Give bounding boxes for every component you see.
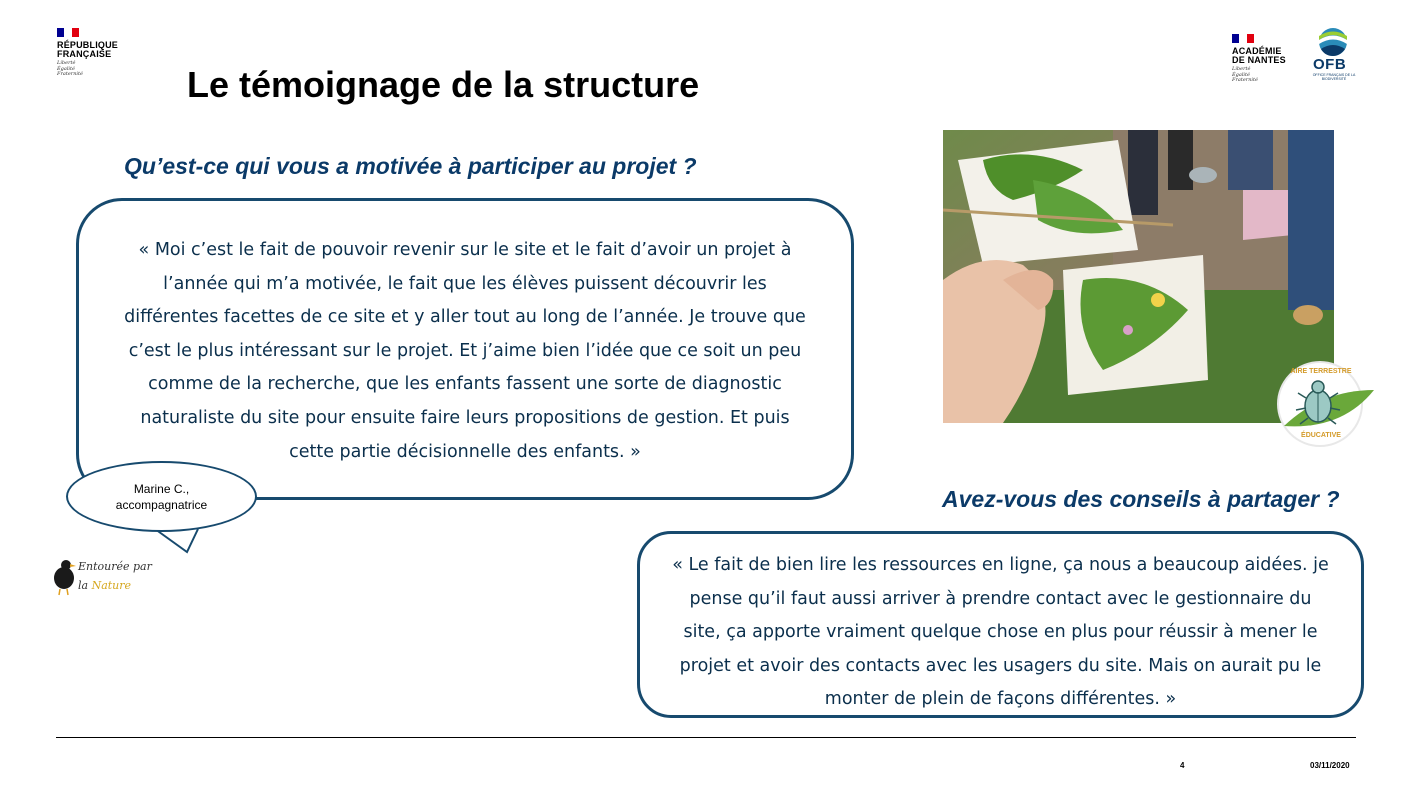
ofb-name: OFB xyxy=(1313,56,1347,73)
quote-line: cette partie décisionnelle des enfants. » xyxy=(289,441,641,462)
entouree-line-2b: Nature xyxy=(91,579,132,592)
motto-liberte: Liberté xyxy=(1232,66,1251,72)
speech-tail xyxy=(150,528,210,558)
motto-fraternite: Fraternité xyxy=(1232,77,1258,83)
entouree-line-1: Entourée par xyxy=(78,560,152,573)
french-flag-icon xyxy=(1232,34,1254,43)
entouree-line-2a: la xyxy=(78,579,89,592)
motto-egalite: Égalité xyxy=(1232,71,1250,78)
quote-line: projet et avoir des contacts avec les usagers du site. Mais on aurait pu le xyxy=(679,655,1322,676)
quote-line: c’est le plus intéressant sur le projet. Et j’aime bien l’idée que ce soit un peu xyxy=(128,340,802,361)
motto-liberte: Liberté xyxy=(57,60,76,66)
section1-quote xyxy=(79,234,851,469)
page-number: 4 xyxy=(1180,761,1185,770)
aire-terrestre-educative-badge xyxy=(1262,360,1380,448)
quote-line: site, ça apporte vraiment quelque chose en plus pour réussir à mener le xyxy=(683,622,1318,643)
page-title: Le témoignage de la structure xyxy=(187,64,700,105)
section2-quote-bubble xyxy=(637,531,1364,718)
speaker-callout xyxy=(66,461,257,532)
republique-francaise-logo xyxy=(57,28,127,83)
speaker-role: accompagnatrice xyxy=(115,497,208,512)
quote-line: « Le fait de bien lire les ressources en ligne, ça nous a beaucoup aidées. je xyxy=(672,555,1329,575)
academie-nantes-logo xyxy=(1232,34,1302,89)
quote-line: comme de la recherche, que les enfants fassent une sorte de diagnostic xyxy=(148,374,782,395)
ofb-globe-icon xyxy=(1312,27,1358,57)
quote-line: pense qu’il faut aussi arriver à prendre contact avec le gestionnaire du xyxy=(689,588,1312,609)
footer-divider xyxy=(56,737,1356,738)
logo-line-2: DE NANTES xyxy=(1232,55,1286,65)
section1-question: Qu’est-ce qui vous a motivée à participer au projet ? xyxy=(124,153,697,179)
ofb-subtitle: OFFICE FRANÇAIS DE LA BIODIVERSITÉ xyxy=(1312,73,1356,81)
logo-line-1: RÉPUBLIQUE xyxy=(57,40,119,50)
section2-question: Avez-vous des conseils à partager ? xyxy=(942,486,1340,512)
entouree-par-la-nature-logo xyxy=(50,558,160,600)
quote-line: différentes facettes de ce site et y aller tout au long de l’année. Je trouve que xyxy=(124,307,806,328)
quote-line: monter de plein de façons différentes. » xyxy=(824,689,1177,710)
section2-quote xyxy=(640,549,1361,717)
section1-quote-bubble xyxy=(76,198,854,500)
french-flag-icon xyxy=(57,28,79,37)
logo-line-2: FRANÇAISE xyxy=(57,49,112,59)
quote-line: naturaliste du site pour ensuite faire leurs propositions de gestion. Et puis xyxy=(140,407,790,428)
quote-line: « Moi c’est le fait de pouvoir revenir sur le site et le fait d’avoir un projet à xyxy=(138,240,792,260)
logo-line-1: ACADÉMIE xyxy=(1232,46,1282,56)
badge-top-text: AIRE TERRESTRE xyxy=(1290,368,1352,375)
quote-line: l’année qui m’a motivée, le fait que les élèves puissent découvrir les xyxy=(163,273,767,294)
badge-bottom-text: ÉDUCATIVE xyxy=(1301,432,1341,439)
speaker-name: Marine C., xyxy=(133,481,190,496)
ofb-logo xyxy=(1312,27,1358,83)
motto-egalite: Égalité xyxy=(57,65,75,72)
motto-fraternite: Fraternité xyxy=(57,71,83,77)
bird-icon xyxy=(50,558,78,596)
footer-date: 03/11/2020 xyxy=(1310,761,1350,770)
